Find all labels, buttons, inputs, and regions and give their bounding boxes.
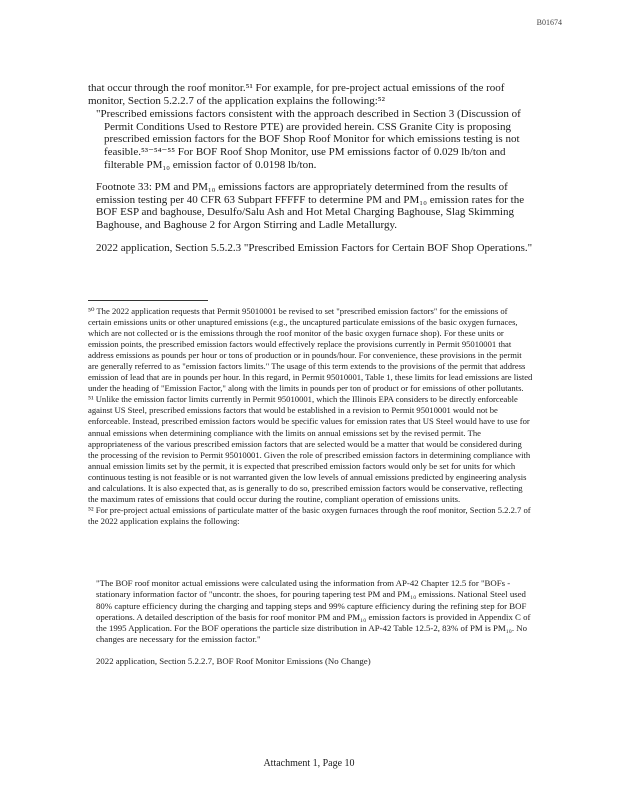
footnote-quote: "The BOF roof monitor actual emissions were calculated using the information from AP-42 Chapter 12.5 for "BOFs - stationary information factor of "uncontr. the shoes, for pouring tapering test PM and PM₁₀ emissions. National Steel used 80% capture efficiency during the charging and tapping steps and 99% capture efficiency during the refining step for BOF operations. A detailed description of the basis for roof monitor PM and PM₁₀ emission factors is provided in Appendix C of the 1995 Application. For the BOF operations the particle size distribution in AP-42 Table 12.5-2, 83% of PM is PM₁₀. No changes are necessary for the emission factor."	[96, 578, 531, 645]
intro-paragraph: that occur through the roof monitor.⁵¹ For example, for pre-project actual emissions of the roof monitor, Section 5.2.2.7 of the application explains the following:⁵²	[88, 82, 505, 107]
footnotes	[88, 306, 533, 527]
quote-block	[96, 108, 538, 254]
quote-citation: 2022 application, Section 5.5.2.3 "Prescribed Emission Factors for Certain BOF Shop Operations."	[96, 241, 533, 254]
document-id: B01674	[536, 18, 562, 27]
quote-paragraph: Footnote 33: PM and PM₁₀ emissions factors are appropriately determined from the results of emission testing per 40 CFR 63 Subpart FFFFF to determine PM and PM₁₀ emission rates for the BOF ESP and baghouse, Desulfo/Salu Ash and Hot Metal Charging Baghouse, Slag Skimming Baghouse, and Baghouse 2 for Argon Stirring and Ladle Metallurgy.	[96, 181, 525, 231]
quote-paragraph: "Prescribed emissions factors consistent with the approach described in Section 3 (Discussion of Permit Conditions Used to Restore PTE) are provided herein. CSS Granite City is proposing prescribed emission factors for the BOF Shop Roof Monitor for which emissions testing is not feasible.⁵³⁻⁵⁴⁻⁵⁵ For BOF Roof Shop Monitor, use PM emissions factor of 0.029 lb/ton and filterable PM₁₀ emission factor of 0.0198 lb/ton.	[96, 108, 521, 171]
footnote-quote-block	[96, 578, 534, 677]
page-footer: Attachment 1, Page 10	[263, 758, 355, 769]
footnote-citation: 2022 application, Section 5.2.2.7, BOF Roof Monitor Emissions (No Change)	[96, 655, 371, 666]
main-body	[88, 82, 538, 264]
footnote: ⁵² For pre-project actual emissions of particulate matter of the basic oxygen furnaces through the roof monitor, Section 5.2.2.7 of the 2022 application explains the following:	[88, 504, 531, 526]
footnote: ⁵⁰ The 2022 application requests that Permit 95010001 be revised to set "prescribed emission factors" for the emissions of certain emissions units or other unaptured emissions (e.g., the uncaptured particulate emissions of the basic oxygen furnaces, which are not collected or is the emissions through the roof monitor of the basic oxygen furnace shop). For these units or emission points, the prescribed emission factors would effectively replace the provisions currently in Permit 95010001 that address emissions as pounds per hour or tons of production or in pounds/hour. For convenience, these provisions in the permit are generally referred to as "emission factors limits." The usage of this term extends to the provisions of the permit that address emission of lead that are in pounds per hour. In this regard, in Permit 95010001, Table 1, these limits for lead emissions are listed under the heading of "Emission Factor," along with the limits in pounds per ton of product or for emissions of other pollutants.	[88, 306, 533, 394]
footnote: ⁵¹ Unlike the emission factor limits currently in Permit 95010001, which the Illinois EPA considers to be directly enforceable against US Steel, prescribed emissions factors that would be established in a revision to Permit 95010001 would not be enforceable. Instead, prescribed emission factors would be specific values for emission rates that US Steel would have to use for annual emissions when determining compliance with the limits on annual emissions set by the revised permit. The appropriateness of the various prescribed emission factors that are selected would be a matter that would be considered during the processing of the revision to Permit 95010001. Given the role of prescribed emission factors in determining compliance with annual emission limits set by the permit, it is expected that prescribed emission factors would only be set for units for which continuous testing is not feasible or is not warranted given the low levels of annual emissions predicted by engineering analysis and calculations. It is also expected that, as is generally to do so, prescribed emission factors would be conservative, reflecting the maximum rates of emissions that could occur during the routine, compliant operation of emissions units.	[88, 394, 531, 504]
footnote-separator	[88, 300, 208, 301]
